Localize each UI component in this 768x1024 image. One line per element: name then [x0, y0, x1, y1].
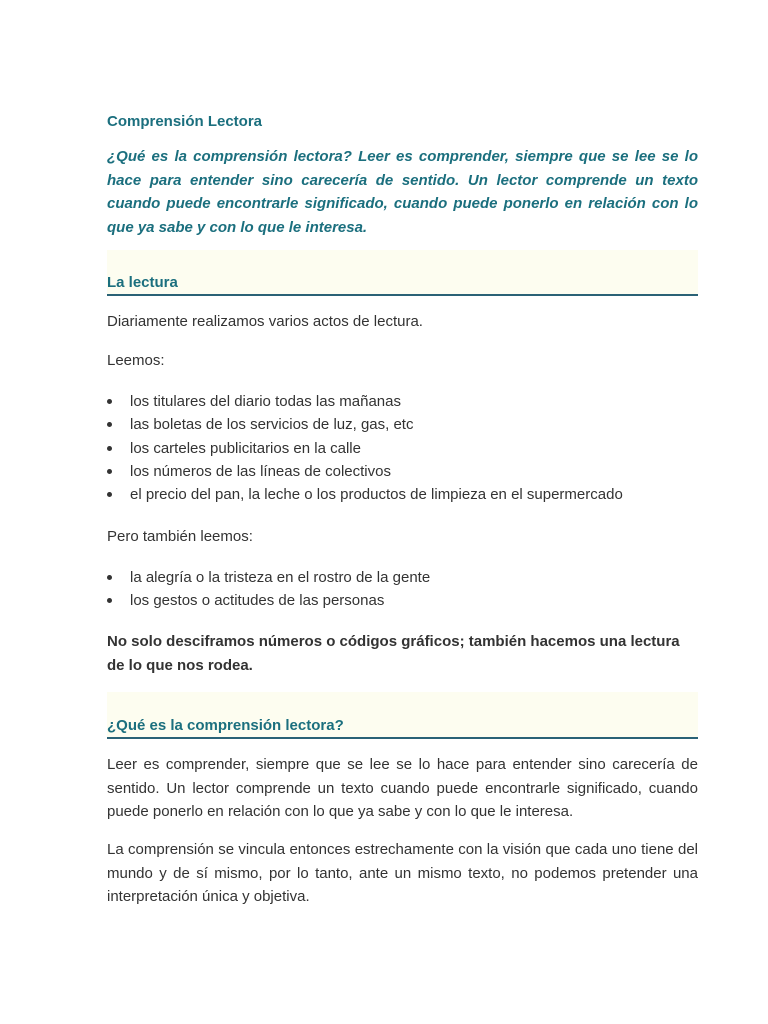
bullet-icon: [107, 598, 112, 603]
list-item: [107, 483, 698, 506]
conclusion-paragraph: No solo desciframos números o códigos gráficos; también hacemos una lectura de lo que nos rodea.: [107, 633, 680, 674]
section-header-la-lectura: [107, 250, 698, 296]
intro-paragraph: ¿Qué es la comprensión lectora? Leer es comprender, siempre que se lee se lo hace para entender sino carecería de sentido. Un lector comprende un texto cuando puede encontrarle significado, cuando puede ponerlo en relación con lo que ya sabe y con lo que le interesa.: [107, 148, 698, 236]
bullet-icon: [107, 469, 112, 474]
list-item-text: los números de las líneas de colectivos: [130, 462, 391, 480]
list-item-text: los gestos o actitudes de las personas: [130, 592, 385, 610]
list-item-text: los titulares del diario todas las mañanas: [130, 393, 401, 410]
document-title: Comprensión Lectora: [107, 113, 263, 130]
list-item: [107, 460, 698, 483]
bullet-icon: [107, 492, 112, 497]
paragraph: Leemos:: [107, 352, 165, 369]
section-header-que-es-la-comprension-lectora: [107, 692, 698, 739]
paragraph: Diariamente realizamos varios actos de lectura.: [107, 313, 423, 330]
paragraph: Leer es comprender, siempre que se lee se lo hace para entender sino carecería de sentido. Un lector comprende un texto cuando puede encontrarle significado, cuando puede ponerlo en relación con lo que ya sabe y con lo que le interesa.: [107, 756, 698, 820]
bullet-icon: [107, 422, 112, 427]
bullet-icon: [107, 446, 112, 451]
paragraph: Pero también leemos:: [107, 528, 253, 545]
list-item-text: la alegría o la tristeza en el rostro de la gente: [130, 569, 431, 586]
section-heading: ¿Qué es la comprensión lectora?: [107, 717, 344, 734]
bullet-icon: [107, 575, 112, 580]
list-item: [107, 390, 698, 413]
list-item: [107, 589, 698, 612]
bullet-icon: [107, 399, 112, 404]
list-item-text: las boletas de los servicios de luz, gas, etc: [130, 416, 414, 434]
list-item: [107, 566, 698, 589]
section-heading: La lectura: [107, 274, 178, 291]
bullet-list-leemos: [107, 390, 698, 506]
list-item-text: el precio del pan, la leche o los productos de limpieza en el supermercado: [130, 486, 623, 504]
list-item: [107, 437, 698, 460]
list-item-text: los carteles publicitarios en la calle: [130, 439, 361, 457]
list-item: [107, 413, 698, 436]
paragraph: La comprensión se vincula entonces estrechamente con la visión que cada uno tiene del mundo y de sí mismo, por lo tanto, ante un mismo texto, no podemos pretender una interpretación única y objetiva.: [107, 841, 698, 905]
bullet-list-tambien-leemos: [107, 566, 698, 613]
